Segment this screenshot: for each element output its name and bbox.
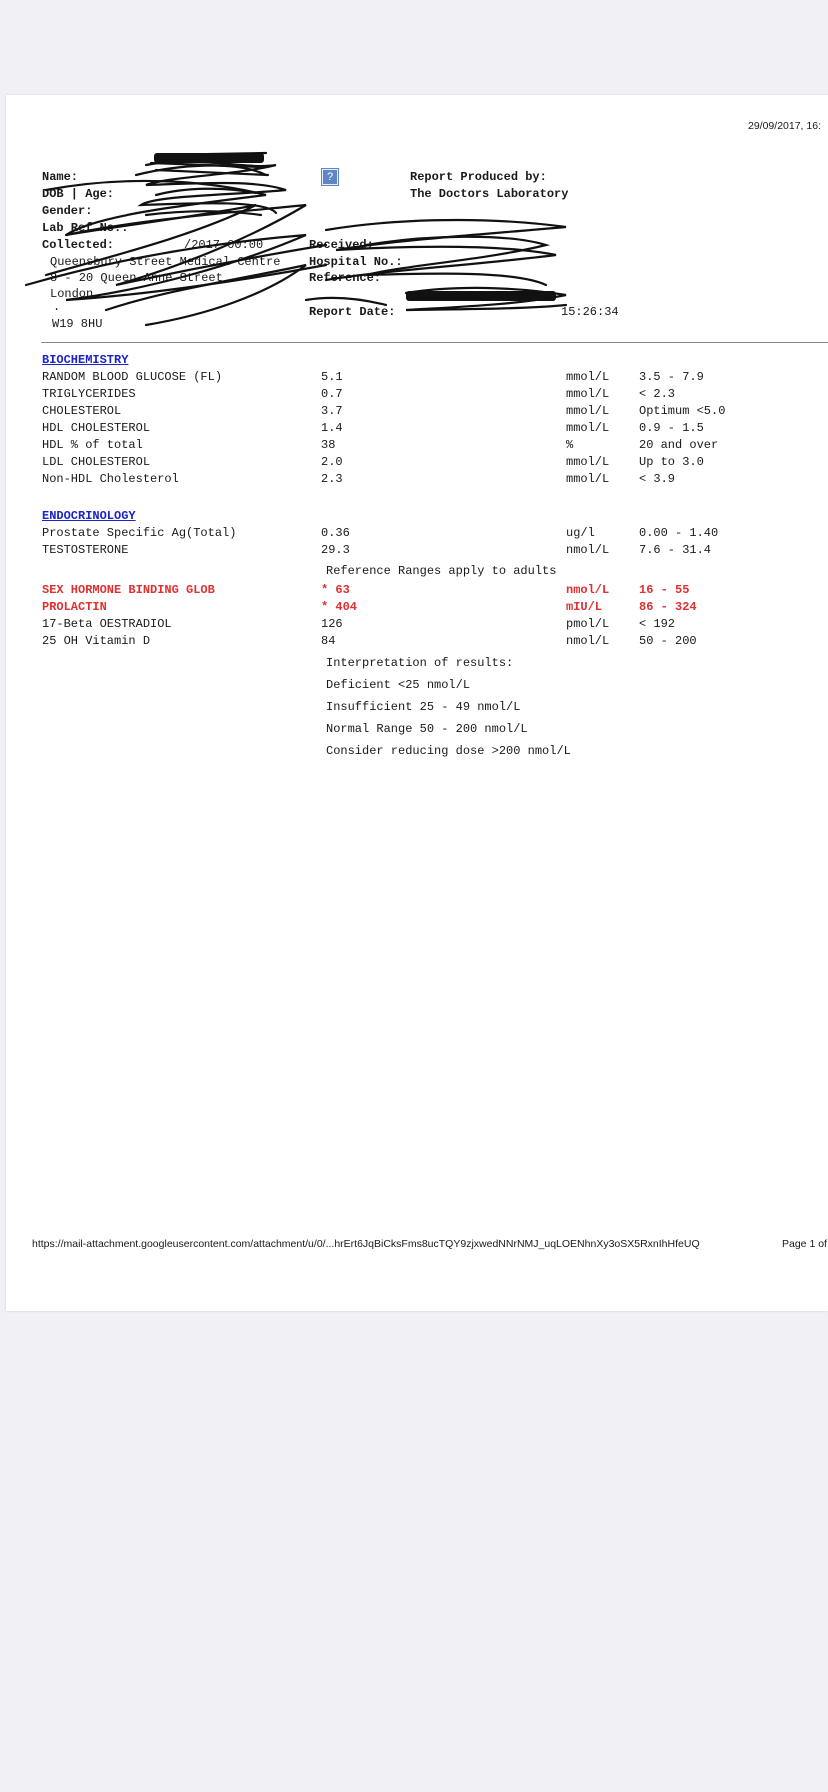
- result-value: * 63: [321, 583, 350, 597]
- result-value: 3.7: [321, 404, 343, 418]
- help-icon[interactable]: [321, 168, 339, 186]
- result-unit: mmol/L: [566, 404, 610, 418]
- reference-label: Reference:: [309, 271, 382, 285]
- result-value: 5.1: [321, 370, 343, 384]
- hospital-no-label: Hospital No.:: [309, 255, 403, 269]
- result-unit: mmol/L: [566, 421, 610, 435]
- result-range: 0.9 - 1.5: [639, 421, 704, 435]
- collected-label: Collected:: [42, 238, 115, 252]
- report-date-value: 15:26:34: [561, 305, 619, 319]
- result-range: 16 - 55: [639, 583, 690, 597]
- help-icon-glyph: ?: [323, 170, 337, 184]
- result-unit: mmol/L: [566, 370, 610, 384]
- report-date-label: Report Date:: [309, 305, 396, 319]
- received-label: Received:: [309, 238, 374, 252]
- print-datetime: 29/09/2017, 16:: [748, 120, 821, 132]
- result-range: < 192: [639, 617, 676, 631]
- interpretation-line: Deficient <25 nmol/L: [326, 678, 471, 692]
- gender-label: Gender:: [42, 204, 93, 218]
- result-test: HDL % of total: [42, 438, 143, 452]
- dob-label: DOB | Age:: [42, 187, 115, 201]
- result-unit: mmol/L: [566, 455, 610, 469]
- postcode: W19 8HU: [52, 317, 103, 331]
- result-test: TESTOSTERONE: [42, 543, 129, 557]
- address-dot: .: [53, 300, 61, 314]
- header-divider: [41, 342, 828, 343]
- result-range: 20 and over: [639, 438, 719, 452]
- endocrinology-title: ENDOCRINOLOGY: [42, 509, 136, 523]
- result-test: SEX HORMONE BINDING GLOB: [42, 583, 215, 597]
- interpretation-line: Insufficient 25 - 49 nmol/L: [326, 700, 521, 714]
- result-unit: mIU/L: [566, 600, 603, 614]
- footer-url: https://mail-attachment.googleusercontent.com/attachment/u/0/...hrErt6JqBiCksFms8ucTQY9zjxwedNNrNMJ_uqLOENhnXy3oSX5RxnIhHfeUQ: [32, 1238, 700, 1250]
- interpretation-line: Consider reducing dose >200 nmol/L: [326, 744, 571, 758]
- interpretation-line: Interpretation of results:: [326, 656, 514, 670]
- result-value: 29.3: [321, 543, 350, 557]
- result-unit: %: [566, 438, 574, 452]
- biochemistry-title: BIOCHEMISTRY: [42, 353, 129, 367]
- result-range: < 2.3: [639, 387, 676, 401]
- address-line-1: Queensbury Street Medical Centre: [50, 255, 281, 269]
- result-range: 7.6 - 31.4: [639, 543, 712, 557]
- result-value: 2.3: [321, 472, 343, 486]
- result-unit: mmol/L: [566, 387, 610, 401]
- result-test: 17-Beta OESTRADIOL: [42, 617, 172, 631]
- redaction-scribble: [6, 95, 828, 335]
- lab-ref-label: Lab Ref No.:: [42, 221, 129, 235]
- result-value: 38: [321, 438, 336, 452]
- address-line-2: 8 - 20 Queen Anne Street: [50, 271, 223, 285]
- result-range: 50 - 200: [639, 634, 697, 648]
- result-range: 0.00 - 1.40: [639, 526, 719, 540]
- result-test: CHOLESTEROL: [42, 404, 122, 418]
- result-value: 126: [321, 617, 343, 631]
- result-test: 25 OH Vitamin D: [42, 634, 151, 648]
- result-range: 86 - 324: [639, 600, 697, 614]
- report-page: [6, 95, 828, 1311]
- result-value: 84: [321, 634, 336, 648]
- result-test: HDL CHOLESTEROL: [42, 421, 151, 435]
- footer-page: Page 1 of: [782, 1238, 827, 1250]
- result-range: Up to 3.0: [639, 455, 704, 469]
- result-value: 0.7: [321, 387, 343, 401]
- collected-value: /2017 00:00: [184, 238, 264, 252]
- address-line-3: London: [50, 287, 94, 301]
- result-test: Prostate Specific Ag(Total): [42, 526, 237, 540]
- result-value: 1.4: [321, 421, 343, 435]
- result-test: Non-HDL Cholesterol: [42, 472, 179, 486]
- result-range: < 3.9: [639, 472, 676, 486]
- result-value: 2.0: [321, 455, 343, 469]
- result-value: 0.36: [321, 526, 350, 540]
- result-unit: nmol/L: [566, 543, 610, 557]
- result-range: 3.5 - 7.9: [639, 370, 704, 384]
- reference-note: Reference Ranges apply to adults: [326, 564, 557, 578]
- result-test: PROLACTIN: [42, 600, 107, 614]
- interpretation-line: Normal Range 50 - 200 nmol/L: [326, 722, 528, 736]
- result-test: RANDOM BLOOD GLUCOSE (FL): [42, 370, 223, 384]
- result-unit: mmol/L: [566, 472, 610, 486]
- producer-label: Report Produced by:: [410, 170, 547, 184]
- name-label: Name:: [42, 170, 79, 184]
- result-value: * 404: [321, 600, 358, 614]
- result-range: Optimum <5.0: [639, 404, 726, 418]
- result-test: TRIGLYCERIDES: [42, 387, 136, 401]
- result-unit: nmol/L: [566, 634, 610, 648]
- result-unit: nmol/L: [566, 583, 610, 597]
- result-unit: ug/l: [566, 526, 595, 540]
- producer-name: The Doctors Laboratory: [410, 187, 569, 201]
- result-test: LDL CHOLESTEROL: [42, 455, 151, 469]
- result-unit: pmol/L: [566, 617, 610, 631]
